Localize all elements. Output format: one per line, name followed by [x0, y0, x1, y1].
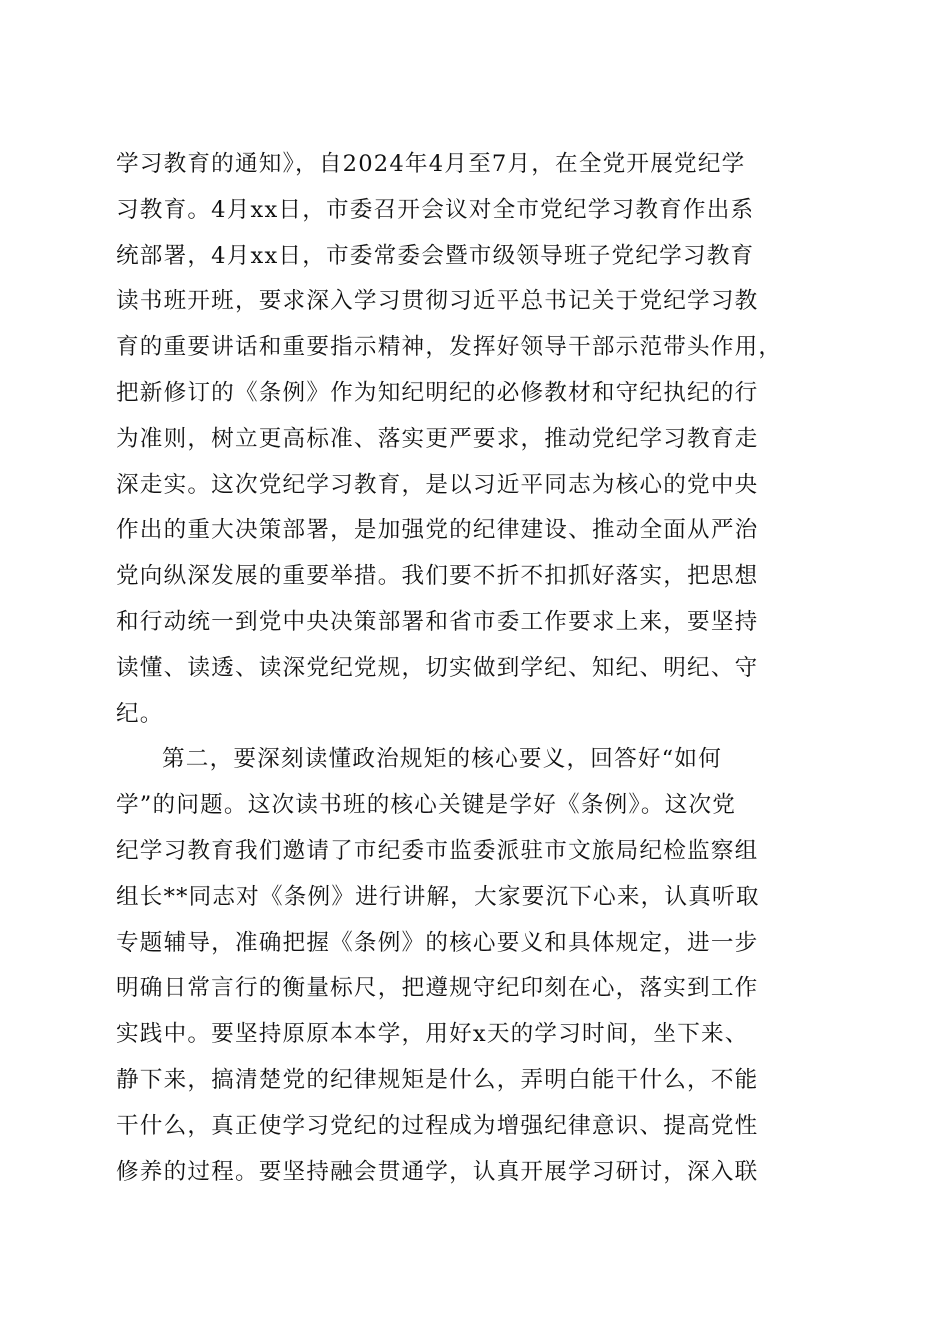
text-line: 明确日常言行的衡量标尺，把遵规守纪印刻在心，落实到工作	[116, 975, 759, 1002]
text-line: 实践中。要坚持原原本本学，用好x天的学习时间，坐下来、	[116, 1021, 749, 1048]
text-line: 党向纵深发展的重要举措。我们要不折不扣抓好落实，把思想	[116, 563, 759, 590]
text-line: 统部署，4月xx日，市委常委会暨市级领导班子党纪学习教育	[116, 242, 755, 269]
text-line: 纪学习教育我们邀请了市纪委市监委派驻市文旅局纪检监察组	[116, 837, 759, 864]
text-line: 学习教育的通知》，自2024年4月至7月，在全党开展党纪学	[116, 151, 746, 177]
text-line: 为准则，树立更高标准、落实更严要求，推动党纪学习教育走	[116, 425, 759, 452]
text-line: 专题辅导，准确把握《条例》的核心要义和具体规定，进一步	[116, 929, 759, 956]
text-line: 把新修订的《条例》作为知纪明纪的必修教材和守纪执纪的行	[116, 379, 759, 406]
text-line: 和行动统一到党中央决策部署和省市委工作要求上来，要坚持	[116, 608, 759, 635]
text-line: 读书班开班，要求深入学习贯彻习近平总书记关于党纪学习教	[116, 288, 759, 315]
text-line: 习教育。4月xx日，市委召开会议对全市党纪学习教育作出系	[116, 196, 755, 223]
text-line: 深走实。这次党纪学习教育，是以习近平同志为核心的党中央	[116, 471, 759, 498]
paragraph-heading-line: 第二，要深刻读懂政治规矩的核心要义，回答好“如何	[162, 746, 723, 773]
text-line: 修养的过程。要坚持融会贯通学，认真开展学习研讨，深入联	[116, 1158, 759, 1185]
text-line: 静下来，搞清楚党的纪律规矩是什么，弄明白能干什么，不能	[116, 1066, 759, 1093]
text-line: 纪。	[116, 700, 164, 727]
body-text	[116, 142, 836, 1195]
text-line: 作出的重大决策部署，是加强党的纪律建设、推动全面从严治	[116, 517, 759, 544]
text-line: 组长**同志对《条例》进行讲解，大家要沉下心来，认真听取	[116, 883, 760, 910]
text-line: 读懂、读透、读深党纪党规，切实做到学纪、知纪、明纪、守	[116, 654, 759, 681]
text-line: 育的重要讲话和重要指示精神，发挥好领导干部示范带头作用，	[116, 334, 783, 361]
text-line: 学”的问题。这次读书班的核心关键是学好《条例》。这次党	[116, 792, 737, 819]
text-line: 干什么，真正使学习党纪的过程成为增强纪律意识、提高党性	[116, 1112, 759, 1139]
